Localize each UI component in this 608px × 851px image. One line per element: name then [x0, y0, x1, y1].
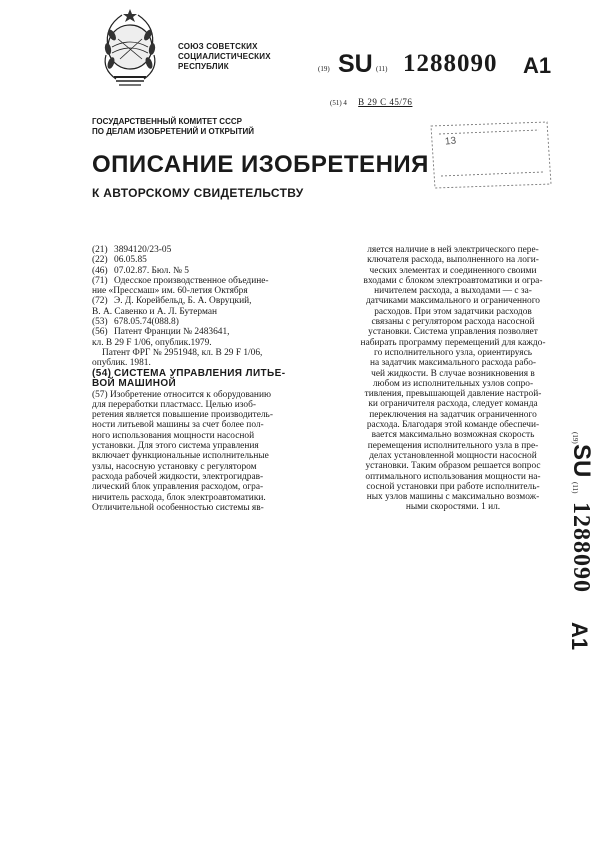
abstract-line — [92, 390, 324, 400]
field-21 — [92, 245, 324, 255]
prior-art-line: кл. В 29 F 1/06, опублик.1979. — [92, 337, 212, 348]
abstract-continuation-line: расходов. При этом задатчики расходов — [374, 306, 532, 317]
abstract-continuation-line: связаны с регулятором расхода насосной — [371, 317, 535, 328]
invention-title-line: ВОЙ МАШИНОЙ — [92, 378, 177, 390]
abstract-line: узлы, насосную установку с регулятором — [92, 461, 257, 472]
applicant-line: ние «Прессмаш» им. 60-летия Октября — [92, 286, 248, 297]
document-subtitle: К АВТОРСКОМУ СВИДЕТЕЛЬСТВУ — [92, 186, 304, 200]
inid-code: (56) — [92, 327, 108, 338]
abstract-continuation-line: сосной установки при работе исполнитель- — [366, 481, 540, 492]
abstract-continuation-line: ключателя расхода, выполненного на логи- — [367, 255, 539, 266]
abstract — [92, 390, 324, 514]
abstract-line: для переработки пластмасс. Целью изоб- — [92, 399, 256, 410]
abstract-continuation-line: ничителем расхода, а выходами — с за- — [374, 286, 532, 297]
field-53 — [92, 317, 324, 327]
abstract-continuation-line: установки. Таким образом решается вопрос — [365, 461, 541, 472]
applicant-line: Одесское производственное объедине- — [114, 275, 269, 286]
abstract-continuation-line: тивления, превышающей давление настрой- — [364, 389, 542, 400]
abstract-continuation-line: датчиками максимального и ограниченного — [366, 296, 540, 307]
abstract-line: установки. Для этого система управления — [92, 441, 259, 452]
union-name — [178, 42, 271, 72]
abstract-line: ного использования мощности насосной — [92, 430, 255, 441]
prior-art-line: опублик. 1981. — [92, 358, 151, 369]
abstract-continuation-line: набирать программу перемещений для каждо- — [360, 337, 546, 348]
abstract-line: Отличительной особенностью системы яв- — [92, 502, 264, 513]
document-title: ОПИСАНИЕ ИЗОБРЕТЕНИЯ — [92, 151, 429, 178]
field-46 — [92, 266, 324, 276]
country-code: SU — [568, 444, 595, 478]
union-name-line: СОЮЗ СОВЕТСКИХ — [178, 42, 258, 51]
committee-line: ГОСУДАРСТВЕННЫЙ КОМИТЕТ СССР — [92, 117, 242, 126]
ipc-code: В 29 С 45/76 — [358, 97, 413, 107]
bibliographic-data — [92, 245, 324, 390]
abstract-continuation-line: переключения на задатчик ограниченного — [369, 409, 537, 420]
library-stamp — [427, 118, 557, 190]
ipc-classification — [330, 97, 412, 107]
abstract-line: лический блок управления расходом, огра- — [92, 482, 264, 493]
abstract-continuation-line: ляется наличие в ней электрического пере- — [367, 245, 539, 255]
field-72 — [92, 296, 324, 317]
committee-line: ПО ДЕЛАМ ИЗОБРЕТЕНИЙ И ОТКРЫТИЙ — [92, 127, 255, 136]
abstract-continuation-line: ных узлов машины с максимально возмож- — [366, 492, 540, 503]
inid-code-19: (19) — [571, 432, 579, 444]
inid-code: (22) — [92, 255, 108, 266]
margin-publication-number — [563, 432, 603, 702]
inid-code-11: (11) — [571, 482, 579, 494]
inid-code-51: (51) 4 — [330, 99, 347, 107]
abstract-line: ничитель расхода, блок электроавтоматики. — [92, 492, 266, 503]
application-number: 3894120/23-05 — [114, 245, 172, 255]
inventors-line: В. А. Савенко и А. Л. Бутерман — [92, 306, 218, 317]
document-kind: A1 — [567, 622, 592, 651]
inid-code: (54) — [92, 367, 112, 379]
abstract-continuation-line: ными скоростями. 1 ил. — [405, 502, 501, 513]
abstract-continuation-line: любом из исполнительных узлов сопро- — [372, 378, 534, 389]
abstract-continuation-line: вается максимально возможная скорость — [371, 430, 535, 441]
field-56 — [92, 327, 324, 368]
prior-art-line: Патент Франции № 2483641, — [114, 327, 230, 338]
publication-date: 07.02.87. Бюл. № 5 — [114, 265, 189, 276]
inid-code: (21) — [92, 245, 108, 255]
state-committee — [92, 117, 254, 137]
field-22 — [92, 255, 324, 265]
abstract-line: ности литьевой машины за счет более пол- — [92, 420, 264, 431]
abstract-continuation-line: оптимального использования мощности на- — [365, 471, 541, 482]
inid-code: (46) — [92, 265, 108, 276]
stamp-outline-icon — [427, 118, 557, 190]
invention-title-line: СИСТЕМА УПРАВЛЕНИЯ ЛИТЬЕ- — [114, 367, 286, 379]
prior-art-line: Патент ФРГ № 2951948, кл. В 29 F 1/06, — [102, 347, 263, 358]
abstract-continuation-line: го исполнительного узла, ориентируясь — [373, 347, 533, 358]
union-name-line: РЕСПУБЛИК — [178, 62, 229, 71]
abstract-continuation-line: на задатчик максимального расхода рабо- — [369, 358, 537, 369]
abstract-text: Изобретение относится к оборудованию — [109, 389, 271, 400]
field-54 — [92, 369, 324, 390]
left-column — [92, 245, 324, 513]
abstract-continuation-line: делах установленной мощности насосной — [369, 450, 537, 461]
margin-publication-number-rotated — [563, 432, 603, 702]
right-column — [333, 245, 573, 513]
abstract-line: расхода рабочей жидкости, электрогидрав- — [92, 471, 264, 482]
ussr-emblem-icon — [92, 7, 168, 91]
inid-code: (53) — [92, 317, 108, 328]
union-name-line: СОЦИАЛИСТИЧЕСКИХ — [178, 52, 271, 61]
publication-number: 1288090 — [403, 50, 498, 77]
udc-code: 678.05.74(088.8) — [114, 317, 179, 328]
inid-code: (71) — [92, 275, 108, 286]
abstract-continuation-line: входами с блоком электроавтоматики и огра- — [363, 275, 543, 286]
abstract-line: ретения является повышение производитель- — [92, 410, 273, 421]
stamp-text: 13 — [444, 135, 457, 148]
abstract-continuation-line: перемещения исполнительного узла в пре- — [367, 440, 539, 451]
inid-code-19: (19) — [318, 65, 330, 73]
inid-code: (72) — [92, 296, 108, 307]
inid-code-11: (11) — [376, 65, 388, 73]
publication-number: 1288090 — [568, 502, 594, 593]
inid-code: (57) — [92, 389, 108, 400]
abstract-continuation-line: ки ограничителя расхода, следует команда — [368, 399, 538, 410]
abstract-continuation-line: чей жидкости. В случае возникновения в — [371, 368, 535, 379]
filing-date: 06.05.85 — [114, 255, 147, 266]
field-71 — [92, 276, 324, 297]
abstract-continuation-line: расхода. Благодаря этой команде обеспечи- — [366, 420, 540, 431]
publication-number-header — [318, 50, 588, 78]
inventors-line: Э. Д. Корейбельд, Б. А. Овруцкий, — [114, 296, 252, 307]
abstract-line: включает функциональные исполнительные — [92, 451, 269, 462]
country-code: SU — [338, 50, 373, 78]
document-kind: A1 — [523, 53, 552, 78]
abstract-continuation-line: установки. Система управления позволяет — [368, 327, 538, 338]
abstract-continuation-line: ческих элементах и соединенного своими — [369, 265, 537, 276]
